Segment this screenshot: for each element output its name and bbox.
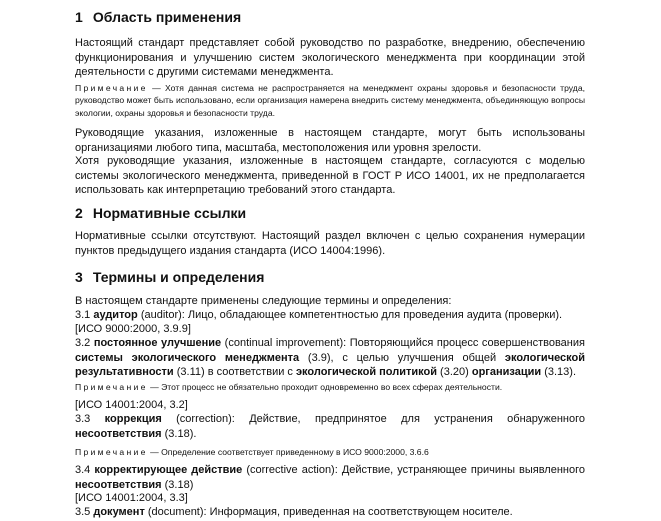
section-3-heading xyxy=(75,269,585,285)
section-1-paragraph-3-text: Хотя руководящие указания, изложенные в настоящем стандарте, согласуются с моделью системы экологического менеджмента, приведенной в ГОСТ Р ИСО 14001, их не предполагается использовать как интерпретацию требований этого стандарта. xyxy=(75,155,585,196)
term-3-1-definition: Лицо, обладающее компетентностью для проведения аудита (проверки). xyxy=(187,309,563,321)
term-3-2-definition-e: (3.13). xyxy=(544,366,576,378)
section-1-paragraph-1 xyxy=(75,36,585,80)
section-3-number: 3 xyxy=(75,269,83,285)
section-1-note xyxy=(75,82,585,119)
term-3-5-english: (document): xyxy=(147,506,207,518)
term-3-2-definition-d: (3.20) xyxy=(440,366,469,378)
section-2-heading xyxy=(75,205,585,221)
term-3-4-term: корректирующее действие xyxy=(94,464,243,476)
term-3-2-term: постоянное улучшение xyxy=(93,337,222,349)
section-3-intro-text: В настоящем стандарте применены следующие термины и определения: xyxy=(75,295,452,307)
term-3-1-number: 3.1 xyxy=(75,309,91,321)
term-3-2-number: 3.2 xyxy=(75,337,91,349)
section-2-number: 2 xyxy=(75,205,83,221)
note-label: Примечание xyxy=(75,382,148,392)
term-3-4-reference xyxy=(75,491,585,506)
term-3-3-link-nonconformity: несоответствия xyxy=(75,427,162,440)
term-3-2 xyxy=(75,336,585,380)
term-3-2-note xyxy=(75,381,585,393)
term-3-3-note xyxy=(75,446,585,458)
section-1-paragraph-2-text: Руководящие указания, изложенные в настоящем стандарте, могут быть использованы организациями любого типа, масштаба, местоположения или уровня зрелости. xyxy=(75,127,585,154)
note-text: — Определение соответствует приведенному в ИСО 9000:2000, 3.6.6 xyxy=(150,447,429,457)
section-1-paragraph-3 xyxy=(75,154,585,198)
section-2-paragraph-text: Нормативные ссылки отсутствуют. Настоящий раздел включен с целью сохранения нумерации пунктов предыдущего издания стандарта (ИСО 14004:1996). xyxy=(75,230,585,257)
term-3-3-definition-a: Действие, предпринятое для устранения обнаруженного xyxy=(249,413,586,425)
section-1-paragraph-2 xyxy=(75,126,585,155)
term-3-5-definition: Информация, приведенная на соответствующем носителе. xyxy=(209,506,513,518)
section-3-intro xyxy=(75,294,585,309)
section-2-title: Нормативные ссылки xyxy=(92,205,247,221)
note-text: — Хотя данная система не распространяется на менеджмент охраны здоровья и безопасности труда, руководство может быть использовано, если организация намерена внедрить систему менеджмента, объединяющую вопросы экологии, охраны здоровья и безопасности труда. xyxy=(75,83,585,118)
term-3-5 xyxy=(75,505,585,520)
term-3-4-english: (corrective action): xyxy=(246,464,338,476)
term-3-1-english: (auditor): xyxy=(140,309,185,321)
term-3-4-reference-text: [ИСО 14001:2004, 3.3] xyxy=(75,492,188,504)
term-3-1-reference xyxy=(75,322,585,337)
term-3-5-number: 3.5 xyxy=(75,506,91,518)
section-1-number: 1 xyxy=(75,9,83,25)
note-label: Примечание xyxy=(75,83,148,93)
term-3-4-definition-a: Действие, устраняющее причины выявленного xyxy=(341,464,585,476)
term-3-2-link-performance: экологической результативности xyxy=(75,351,586,378)
term-3-1-term: аудитор xyxy=(93,309,138,321)
term-3-3-definition-b: (3.18). xyxy=(164,427,197,440)
term-3-2-definition-b: (3.9), с целью улучшения общей xyxy=(307,351,497,364)
term-3-2-reference-text: [ИСО 14001:2004, 3.2] xyxy=(75,399,188,411)
term-3-5-term: документ xyxy=(93,506,145,518)
term-3-4 xyxy=(75,463,585,492)
term-3-2-english: (continual improvement): xyxy=(224,337,347,349)
term-3-1 xyxy=(75,308,585,323)
term-3-2-link-policy: экологической политикой xyxy=(295,366,437,378)
term-3-2-definition-c: (3.11) в соответствии с xyxy=(176,366,293,378)
section-2-paragraph xyxy=(75,229,585,258)
section-3-title: Термины и определения xyxy=(92,269,265,285)
term-3-1-reference-text: [ИСО 9000:2000, 3.9.9] xyxy=(75,323,191,335)
term-3-2-definition-a: Повторяющийся процесс совершенствования xyxy=(349,337,585,349)
note-label: Примечание xyxy=(75,447,148,457)
term-3-4-link-nonconformity: несоответствия xyxy=(75,478,162,491)
term-3-3 xyxy=(75,412,585,441)
term-3-3-number: 3.3 xyxy=(75,413,91,425)
term-3-2-reference xyxy=(75,398,585,413)
term-3-4-definition-b: (3.18) xyxy=(164,478,194,491)
term-3-4-number: 3.4 xyxy=(75,464,91,476)
term-3-3-english: (correction): xyxy=(176,413,235,425)
term-3-3-term: коррекция xyxy=(104,413,162,425)
note-text: — Этот процесс не обязательно проходит одновременно во всех сферах деятельности. xyxy=(150,382,503,392)
section-1-heading xyxy=(75,9,585,25)
term-3-2-link-organization: организации xyxy=(471,366,542,378)
section-1-title: Область применения xyxy=(92,9,242,25)
term-3-2-link-ems: системы экологического менеджмента xyxy=(75,351,300,364)
section-1-paragraph-1-text: Настоящий стандарт представляет собой руководство по разработке, внедрению, обеспечению функционирования и улучшению систем экологического менеджмента при координации этой деятельности с другими системами менеджмента. xyxy=(75,37,585,78)
